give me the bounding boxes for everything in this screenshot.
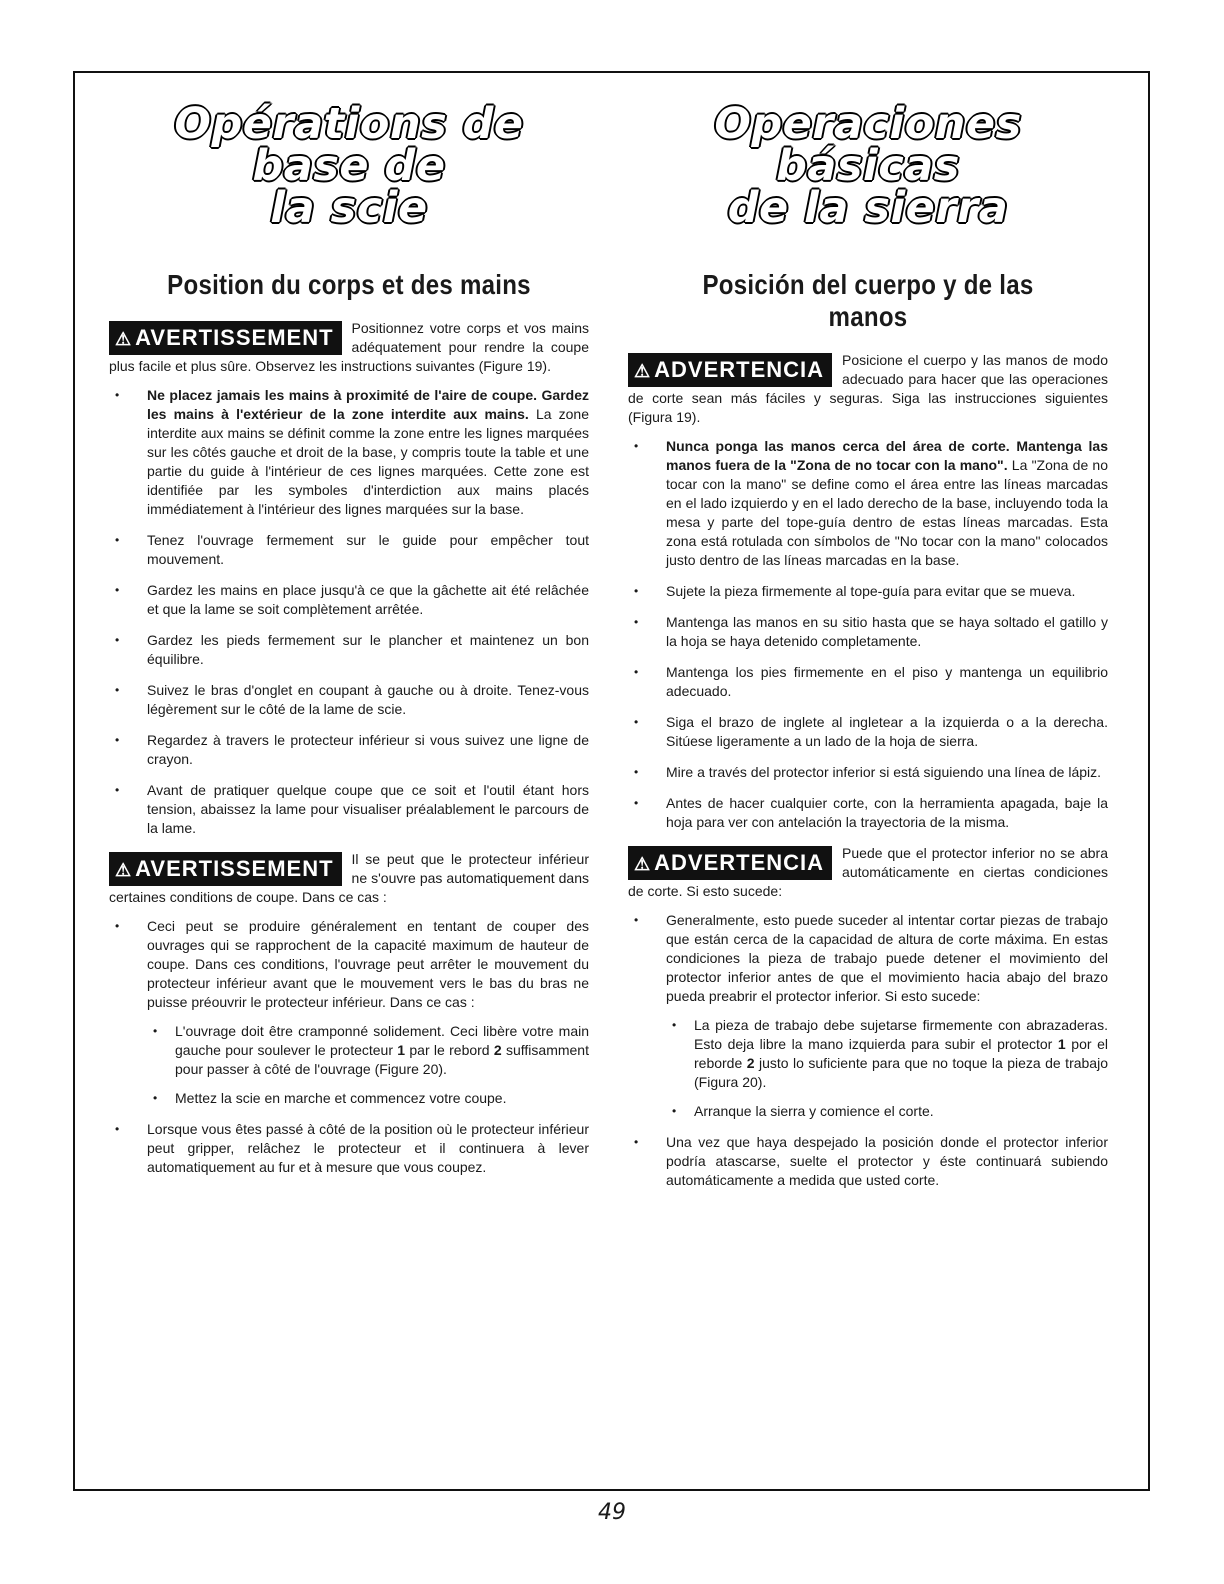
spanish-subtitle: Posición del cuerpo y de las manos xyxy=(702,269,1034,332)
bold-lead: Ne placez jamais les mains à proximité de l'aire de coupe. Gardez les mains à l'extérieur de la zone interdite aux mains. xyxy=(147,387,589,422)
list-item: • Antes de hacer cualquier corte, con la herramienta apagada, baje la hoja para ver con antelación la trayectoria de la misma. xyxy=(628,794,1108,832)
french-guard-list xyxy=(109,917,589,1177)
item-text: par le rebord xyxy=(405,1042,494,1058)
sub-list-item xyxy=(666,1016,1108,1092)
list-item: • Regardez à travers le protecteur inférieur si vous suivez une ligne de crayon. xyxy=(109,731,589,769)
list-item: • Lorsque vous êtes passé à côté de la position où le protecteur inférieur peut gripper, relâchez le protecteur et il continuera à lever automatiquement au fur et à mesure que vous coupez. xyxy=(109,1120,589,1177)
french-bullet-list xyxy=(109,386,589,838)
list-item: • Mantenga los pies firmemente en el piso y mantenga un equilibrio adecuado. xyxy=(628,663,1108,701)
french-column xyxy=(109,99,589,1189)
sub-list-item: • Arranque la sierra y comience el corte. xyxy=(666,1102,1108,1121)
item-text: Ceci peut se produire généralement en tentant de couper des ouvrages qui se rapprochent de la capacité maximum de hauteur de coupe. Dans ces conditions, l'ouvrage peut arrêter le mouvement du protecteur inférieur avant que le mouvement vers le bas du bras ne puisse préouvrir le protecteur inférieur. Dans ce cas : xyxy=(147,918,589,1010)
warning-badge xyxy=(109,852,342,886)
list-item xyxy=(109,917,589,1108)
warning-triangle-icon: ⚠ xyxy=(115,860,133,880)
item-text: suffisamment pour passer à côté de l'ouvrage (Figure 20). xyxy=(175,1042,589,1077)
warning-badge-label: ADVERTENCIA xyxy=(654,850,825,875)
item-text: La "Zona de no tocar con la mano" se define como el área entre las líneas marcadas en el lado izquierdo y en el lado derecho de la base, incluyendo toda la mesa y parte del tope-guía dentro de estas líneas marcadas. Esta zona está rotulada con símbolos de "No tocar con la mano" colocados justo dentro de las líneas marcadas en la base. xyxy=(666,457,1108,568)
spanish-warning-2 xyxy=(628,844,1108,901)
bold-lead: Nunca ponga las manos cerca del área de corte. Mantenga las manos fuera de la "Zona de no tocar con la mano". xyxy=(666,438,1108,473)
warning-badge-label: AVERTISSEMENT xyxy=(135,856,334,881)
item-text: La pieza de trabajo debe sujetarse firmemente con abrazaderas. Esto deja libre la mano izquierda para subir el protector xyxy=(694,1017,1108,1052)
list-item: • Sujete la pieza firmemente al tope-guía para evitar que se mueva. xyxy=(628,582,1108,601)
warning-triangle-icon: ⚠ xyxy=(634,361,652,381)
sub-list xyxy=(666,1016,1108,1121)
item-text: L'ouvrage doit être cramponné solidement. Ceci libère votre main gauche pour soulever le protecteur xyxy=(175,1023,589,1058)
warning-badge-label: AVERTISSEMENT xyxy=(135,325,334,350)
ref-number: 1 xyxy=(1057,1036,1066,1052)
french-subtitle: Position du corps et des mains xyxy=(167,269,531,300)
list-item: • Gardez les pieds fermement sur le plancher et maintenez un bon équilibre. xyxy=(109,631,589,669)
spanish-title xyxy=(628,99,1108,233)
spanish-bullet-list xyxy=(628,437,1108,832)
sub-list xyxy=(147,1022,589,1108)
warning-text: Posicione el cuerpo y las manos de modo adecuado para hacer que las operaciones de corte sean más fáciles y seguras. Siga las instrucciones siguientes (Figura 19). xyxy=(628,352,1108,425)
ref-number: 2 xyxy=(746,1055,755,1071)
spanish-title-line1: Operaciones básicas xyxy=(714,99,1022,191)
list-item: • Una vez que haya despejado la posición donde el protector inferior podría atascarse, suelte el protector y éste continuará subiendo automáticamente a medida que usted corte. xyxy=(628,1133,1108,1190)
item-text: La zone interdite aux mains se définit comme la zone entre les lignes marquées sur les côtés gauche et droit de la base, y compris toute la table et une partie du guide à l'intérieur de ces lignes marquées. Cette zone est identifiée par les symboles d'interdiction aux mains placés immédiatement à l'intérieur des lignes marquées sur la base. xyxy=(147,406,589,517)
item-text: Generalmente, esto puede suceder al intentar cortar piezas de trabajo que están cerca de la capacidad de altura de corte máxima. En estas condiciones la pieza de trabajo puede detener el movimiento del protector inferior antes de que el movimiento hacia abajo del brazo pueda preabrir el protector inferior. Si esto sucede: xyxy=(666,912,1108,1004)
item-text: por el reborde xyxy=(694,1036,1108,1071)
french-warning-1 xyxy=(109,319,589,376)
spanish-column xyxy=(628,99,1108,1202)
page-number: 49 xyxy=(598,1500,626,1525)
list-item: • Siga el brazo de inglete al ingletear a la izquierda o a la derecha. Sitúese ligeramente a un lado de la hoja de sierra. xyxy=(628,713,1108,751)
list-item: • Avant de pratiquer quelque coupe que ce soit et l'outil étant hors tension, abaissez la lame pour visualiser préalablement le parcours de la lame. xyxy=(109,781,589,838)
warning-triangle-icon: ⚠ xyxy=(115,329,133,349)
ref-number: 1 xyxy=(397,1042,406,1058)
warning-badge xyxy=(628,353,832,387)
warning-badge xyxy=(109,321,342,355)
list-item: • Mantenga las manos en su sitio hasta que se haya soltado el gatillo y la hoja se haya detenido completamente. xyxy=(628,613,1108,651)
list-item xyxy=(628,911,1108,1121)
list-item: • Tenez l'ouvrage fermement sur le guide pour empêcher tout mouvement. xyxy=(109,531,589,569)
spanish-warning-1 xyxy=(628,351,1108,427)
french-title-line1: Opérations de base de xyxy=(174,99,524,191)
french-warning-2 xyxy=(109,850,589,907)
ref-number: 2 xyxy=(493,1042,502,1058)
spanish-title-line2: de la sierra xyxy=(727,183,1009,233)
french-title xyxy=(109,99,589,233)
list-item xyxy=(628,437,1108,570)
list-item: • Suivez le bras d'onglet en coupant à gauche ou à droite. Tenez-vous légèrement sur le côté de la lame de scie. xyxy=(109,681,589,719)
french-title-line2: la scie xyxy=(270,183,428,233)
spanish-guard-list xyxy=(628,911,1108,1190)
list-item xyxy=(109,386,589,519)
item-text: justo lo suficiente para que no toque la pieza de trabajo (Figura 20). xyxy=(694,1055,1108,1090)
list-item: • Mire a través del protector inferior si está siguiendo una línea de lápiz. xyxy=(628,763,1108,782)
warning-badge-label: ADVERTENCIA xyxy=(654,357,825,382)
sub-list-item: • Mettez la scie en marche et commencez votre coupe. xyxy=(147,1089,589,1108)
warning-triangle-icon: ⚠ xyxy=(634,854,652,874)
page-frame xyxy=(73,71,1150,1491)
list-item: • Gardez les mains en place jusqu'à ce que la gâchette ait été relâchée et que la lame se soit complètement arrêtée. xyxy=(109,581,589,619)
warning-badge xyxy=(628,846,832,880)
sub-list-item xyxy=(147,1022,589,1079)
warning-text: Puede que el protector inferior no se abra automáticamente en ciertas condiciones de corte. Si esto sucede: xyxy=(628,845,1108,899)
warning-text: Positionnez votre corps et vos mains adéquatement pour rendre la coupe plus facile et plus sûre. Observez les instructions suivantes (Figure 19). xyxy=(109,320,589,374)
warning-text: Il se peut que le protecteur inférieur ne s'ouvre pas automatiquement dans certaines conditions de coupe. Dans ce cas : xyxy=(109,851,589,905)
